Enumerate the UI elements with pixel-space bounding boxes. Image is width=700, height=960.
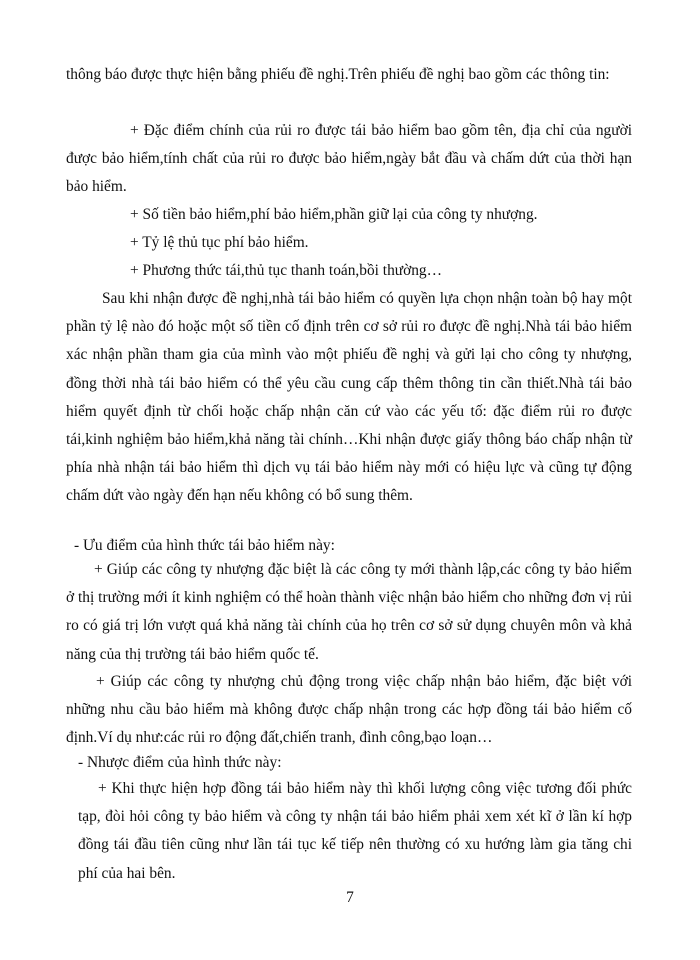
bullet-payment-method: + Phương thức tái,thủ tục thanh toán,bồi thường…: [130, 262, 443, 279]
heading-disadvantages: - Nhược điểm của hình thức này:: [78, 754, 282, 771]
paragraph-reinsurer-process: Sau khi nhận được đề nghị,nhà tái bảo hiểm có quyền lựa chọn nhận toàn bộ hay một phần tỷ lệ nào đó hoặc một số tiền cố định trên cơ sở rủi ro được đề nghị.Nhà tái bảo hiểm xác nhận phần tham gia của mình vào một phiếu đề nghị và gửi lại cho công ty nhượng, đồng thời nhà tái bảo hiểm có thể yêu cầu cung cấp thêm thông tin cần thiết.Nhà tái bảo hiểm quyết định từ chối hoặc chấp nhận căn cứ vào các yếu tố: đặc điểm rủi ro được tái,kinh nghiệm bảo hiểm,khả năng tài chính…Khi nhận được giấy thông báo chấp nhận từ phía nhà nhận tái bảo hiểm thì dịch vụ tái bảo hiểm này mới có hiệu lực và cũng tự động chấm dứt vào ngày đến hạn nếu không có bổ sung thêm.: [66, 290, 632, 505]
advantage-item-1: + Giúp các công ty nhượng đặc biệt là các công ty mới thành lập,các công ty bảo hiểm ở thị trường mới ít kinh nghiệm có thể hoàn thành việc nhận bảo hiểm cho những đơn vị rủi ro có giá trị lớn vượt quá khả năng tài chính của họ trên cơ sở sử dụng chuyên môn và khả năng của thị trường tái bảo hiểm quốc tế.: [66, 561, 632, 663]
heading-advantages: - Ưu điểm của hình thức tái bảo hiểm này:: [74, 537, 335, 554]
advantage-item-2: + Giúp các công ty nhượng chủ động trong việc chấp nhận bảo hiểm, đặc biệt với những nhu cầu bảo hiểm mà không được chấp nhận trong các hợp đồng tái bảo hiểm cố định.Ví dụ như:các rủi ro động đất,chiến tranh, đình công,bạo loạn…: [66, 673, 632, 747]
bullet-sum-insured: + Số tiền bảo hiểm,phí bảo hiểm,phần giữ lại của công ty nhượng.: [130, 206, 538, 223]
page-number: 7: [346, 889, 354, 906]
disadvantage-item-1: + Khi thực hiện hợp đồng tái bảo hiểm này thì khối lượng công việc tương đối phức tạp, đòi hỏi công ty bảo hiểm và công ty nhận tái bảo hiểm phải xem xét kĩ ở lần kí hợp đồng tái đầu tiên cũng như lần tái tục kế tiếp nên thường có xu hướng làm gia tăng chi phí của hai bên.: [78, 780, 632, 882]
paragraph-intro: thông báo được thực hiện bằng phiếu đề nghị.Trên phiếu đề nghị bao gồm các thông tin:: [66, 66, 610, 83]
bullet-commission-rate: + Tỷ lệ thủ tục phí bảo hiểm.: [130, 234, 309, 251]
bullet-risk-characteristics: + Đặc điểm chính của rủi ro được tái bảo hiểm bao gồm tên, địa chỉ của người được bảo hiểm,tính chất của rủi ro được bảo hiểm,ngày bắt đầu và chấm dứt của thời hạn bảo hiểm.: [66, 122, 632, 196]
